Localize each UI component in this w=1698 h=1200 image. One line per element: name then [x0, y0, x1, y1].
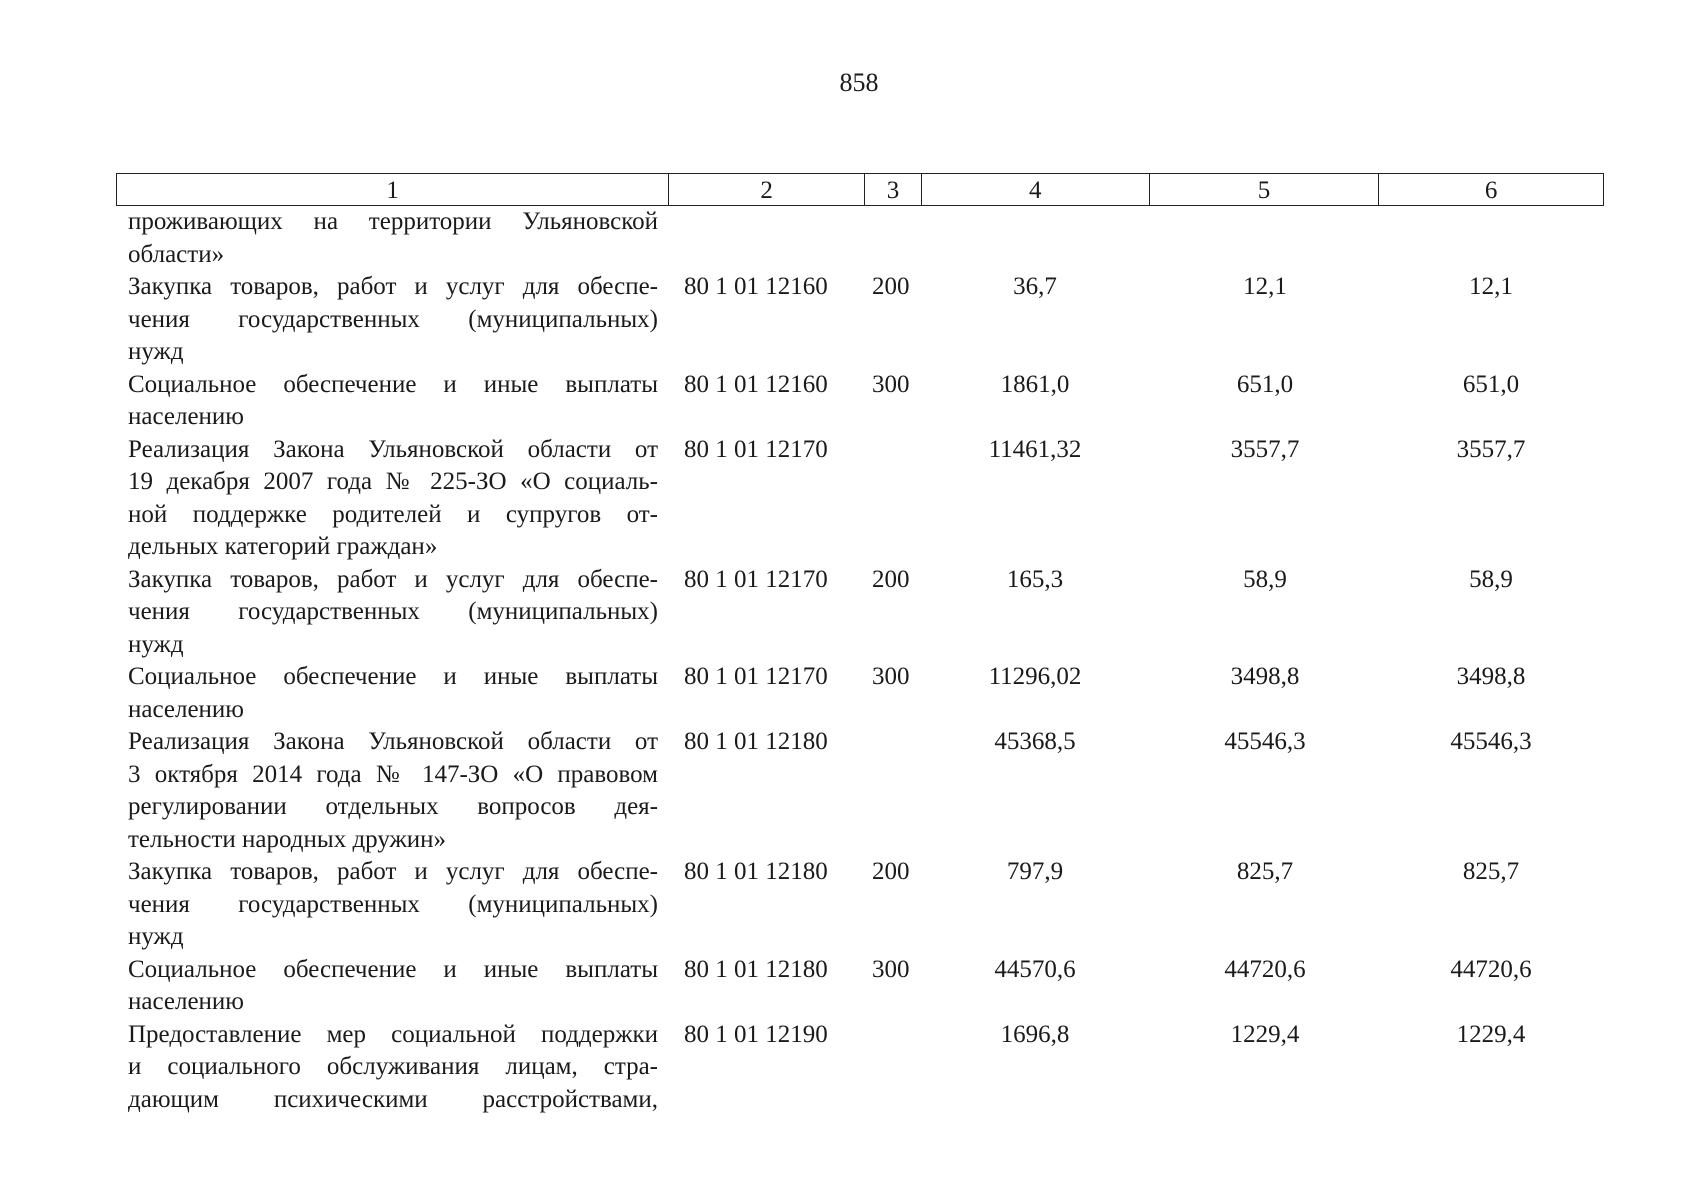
column-header-4: 4: [922, 174, 1150, 205]
row-value-col5: 825,7: [1236, 858, 1294, 885]
row-value-col4: 1696,8: [1000, 1020, 1070, 1048]
table-row: [0, 726, 1698, 856]
row-description: [128, 954, 658, 1019]
row-value-col4: 44570,6: [994, 955, 1076, 983]
row-value-col4: 36,7: [1013, 273, 1057, 300]
row-description-line: нужд: [128, 923, 184, 950]
table-row: [0, 954, 1698, 1019]
row-description-line: Социальное обеспечение и иные выплаты: [128, 955, 658, 983]
row-description-line: ной поддержке родителей и супругов от-: [128, 500, 658, 528]
row-code: 80 1 01 12180: [684, 728, 828, 755]
row-expense-type: 200: [872, 273, 910, 300]
table-row: [0, 856, 1698, 954]
row-value-col5: 3557,7: [1230, 435, 1300, 463]
row-description-line: чения государственных (муниципальных): [128, 598, 658, 625]
table-body: [0, 206, 1698, 1116]
row-description-line: тельности народных дружин»: [128, 825, 447, 853]
column-header-1: 1: [117, 174, 669, 205]
row-description: [128, 564, 658, 662]
row-value-col4: 11461,32: [988, 435, 1082, 463]
row-description-line: Закупка товаров, работ и услуг для обеспе-: [128, 565, 658, 593]
row-description-line: населению: [128, 695, 244, 723]
row-description-line: 3 октября 2014 года № 147-ЗО «О правовом: [128, 760, 658, 788]
row-value-col4: 45368,5: [994, 728, 1076, 755]
row-code: 80 1 01 12170: [684, 663, 828, 690]
row-description: [128, 1019, 658, 1117]
row-description-line: Реализация Закона Ульяновской области от: [128, 435, 658, 463]
column-header-3: 3: [865, 174, 922, 205]
row-value-col5: 651,0: [1236, 370, 1294, 398]
table-row: [0, 1019, 1698, 1117]
row-value-col4: 797,9: [1006, 858, 1064, 885]
row-description: [128, 369, 658, 434]
row-code: 80 1 01 12160: [684, 370, 828, 398]
row-description-line: Предоставление мер социальной поддержки: [128, 1020, 658, 1048]
row-code: 80 1 01 12170: [684, 435, 828, 463]
table-row: [0, 369, 1698, 434]
row-value-col5: 58,9: [1243, 565, 1287, 593]
row-description-line: чения государственных (муниципальных): [128, 890, 658, 918]
row-code: 80 1 01 12180: [684, 858, 828, 885]
table-header: [116, 173, 1604, 206]
column-header-2: 2: [669, 174, 865, 205]
row-description: [128, 271, 658, 369]
page-number: 858: [839, 68, 879, 97]
row-value-col5: 3498,8: [1230, 663, 1300, 690]
row-description-line: дельных категорий граждан»: [128, 533, 438, 560]
row-description-line: регулировании отдельных вопросов дея-: [128, 793, 658, 820]
row-description-line: населению: [128, 988, 244, 1015]
row-value-col5: 1229,4: [1230, 1020, 1300, 1048]
row-code: 80 1 01 12170: [684, 565, 828, 593]
row-value-col4: 11296,02: [988, 663, 1082, 690]
row-description-line: населению: [128, 403, 244, 430]
row-expense-type: 300: [872, 663, 910, 690]
row-description: [128, 856, 658, 954]
row-description-line: и социального обслуживания лицам, стра-: [128, 1053, 658, 1080]
row-value-col6: 44720,6: [1450, 955, 1532, 983]
row-value-col4: 165,3: [1006, 565, 1064, 593]
table-row: [0, 564, 1698, 662]
row-value-col4: 1861,0: [1000, 370, 1070, 398]
column-header-6: 6: [1484, 177, 1498, 204]
row-value-col6: 825,7: [1462, 858, 1520, 885]
row-value-col6: 45546,3: [1450, 728, 1532, 755]
row-description: [128, 206, 658, 271]
row-description-line: нужд: [128, 338, 184, 365]
table-row: [0, 434, 1698, 564]
row-expense-type: 200: [872, 858, 910, 885]
table-row: [0, 206, 1698, 271]
row-description-line: Социальное обеспечение и иные выплаты: [128, 370, 658, 398]
row-value-col6: 1229,4: [1456, 1020, 1526, 1048]
row-value-col5: 44720,6: [1224, 955, 1306, 983]
row-expense-type: 200: [872, 565, 910, 593]
row-description-line: Социальное обеспечение и иные выплаты: [128, 663, 658, 690]
row-code: 80 1 01 12190: [684, 1020, 828, 1048]
row-description-line: дающим психическими расстройствами,: [128, 1085, 658, 1113]
row-description-line: Закупка товаров, работ и услуг для обеспе-: [128, 273, 658, 300]
row-value-col6: 12,1: [1469, 273, 1513, 300]
row-description-line: 19 декабря 2007 года № 225-ЗО «О социаль-: [128, 468, 658, 495]
column-header-5: 5: [1150, 174, 1380, 205]
table-row: [0, 271, 1698, 369]
row-value-col6: 3557,7: [1456, 435, 1526, 463]
row-description: [128, 661, 658, 726]
row-description-line: нужд: [128, 630, 184, 658]
row-description-line: Закупка товаров, работ и услуг для обеспе-: [128, 858, 658, 885]
table-row: [0, 661, 1698, 726]
row-expense-type: 300: [872, 955, 910, 983]
row-value-col5: 12,1: [1243, 273, 1287, 300]
row-value-col6: 3498,8: [1456, 663, 1526, 690]
row-description: [128, 434, 658, 564]
row-description-line: Реализация Закона Ульяновской области от: [128, 728, 658, 755]
row-value-col5: 45546,3: [1224, 728, 1306, 755]
row-description: [128, 726, 658, 856]
row-expense-type: 300: [872, 370, 910, 398]
row-value-col6: 58,9: [1469, 565, 1513, 593]
row-description-line: чения государственных (муниципальных): [128, 305, 658, 333]
row-code: 80 1 01 12160: [684, 273, 828, 300]
row-value-col6: 651,0: [1462, 370, 1520, 398]
row-code: 80 1 01 12180: [684, 955, 828, 983]
row-description-line: проживающих на территории Ульяновской: [128, 208, 658, 235]
row-description-line: области»: [128, 240, 225, 268]
